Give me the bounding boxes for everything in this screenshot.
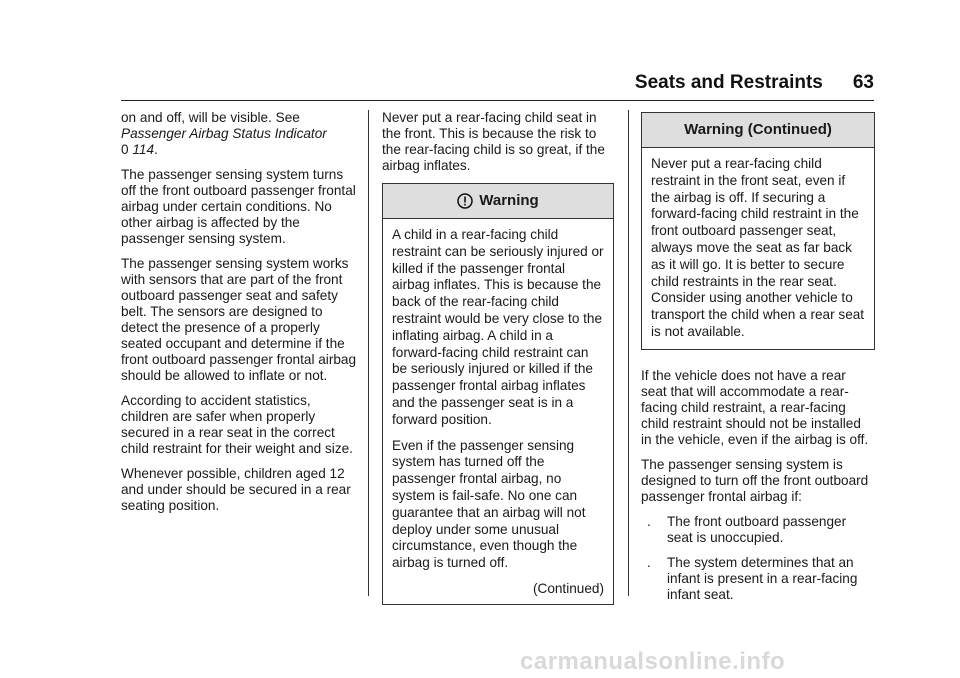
- paragraph: If the vehicle does not have a rear seat that will accommodate a rear-facing child restraint, a rear-facing child restraint should not be installed in the vehicle, even if the airbag is off.: [641, 367, 869, 447]
- warning-header: [383, 184, 613, 219]
- list-item-text: The front outboard passenger seat is unoccupied.: [667, 513, 847, 545]
- paragraph: The passenger sensing system turns off the front outboard passenger frontal airbag under certain conditions. No other airbag is affected by the passenger sensing system.: [121, 167, 356, 246]
- paragraph: The passenger sensing system is designed to turn off the front outboard passenger frontal airbag if:: [641, 456, 869, 504]
- column-divider: [628, 110, 629, 596]
- warning-title: Warning: [479, 192, 539, 209]
- column-2: [382, 110, 614, 605]
- warning-paragraph: Even if the passenger sensing system has turned off the passenger frontal airbag, no system is fail-safe. No one can guarantee that an airbag will not deploy under some unusual circumstance, even though the airbag is turned off.: [392, 437, 586, 571]
- column-divider: [368, 110, 369, 596]
- cross-reference-link[interactable]: Passenger Airbag Status Indicator: [121, 126, 327, 141]
- warning-paragraph: A child in a rear-facing child restraint can be seriously injured or killed if the passenger frontal airbag inflates. This is because the back of the rear-facing child restraint would be very close to the inflating airbag. A child in a forward-facing child restraint can be seriously injured or killed if the passenger frontal airbag inflates and the passenger seat is in a forward position.: [392, 227, 604, 427]
- paragraph: Whenever possible, children aged 12 and under should be secured in a rear seating position.: [121, 466, 351, 513]
- column-3: [641, 110, 875, 612]
- warning-box: [382, 183, 614, 605]
- list-item: [641, 514, 875, 546]
- continued-label: (Continued): [532, 580, 604, 596]
- header-divider: [121, 100, 874, 101]
- section-title: Seats and Restraints: [634, 72, 823, 93]
- paragraph: on and off, will be visible. See Passenger Airbag Status Indicator 0 114.: [121, 110, 327, 157]
- warning-box-continued: [641, 112, 875, 350]
- warning-paragraph: Never put a rear-facing child restraint in the front seat, even if the airbag is off. If securing a forward-facing child restraint in the front outboard passenger seat, always move the seat as far back as it will go. It is better to secure child restraints in the rear seat. Consider using another vehicle to transport the child when a rear seat is not available.: [651, 156, 865, 339]
- warning-body: [383, 219, 613, 604]
- paragraph: Never put a rear-facing child seat in the front. This is because the risk to the rear-facing child is so great, if the airbag inflates.: [382, 110, 605, 173]
- list-item: [641, 555, 875, 603]
- bullet-mark: .: [647, 554, 651, 570]
- warning-body: [642, 148, 874, 349]
- warning-title: Warning (Continued): [684, 121, 832, 138]
- warning-icon: [457, 193, 473, 209]
- page-ref-number[interactable]: 114: [132, 142, 155, 157]
- page-number: 63: [852, 72, 874, 93]
- watermark: carmanualsonline.info: [520, 648, 786, 675]
- list-item-text: The system determines that an infant is present in a rear-facing infant seat.: [667, 554, 858, 602]
- paragraph: The passenger sensing system works with sensors that are part of the front outboard passenger seat and safety belt. The sensors are designed to detect the presence of a properly seated occupant and determine if the front outboard passenger frontal airbag should be allowed to inflate or not.: [121, 256, 357, 383]
- column-1: [121, 110, 357, 523]
- bullet-mark: .: [647, 513, 651, 529]
- page-header: [635, 72, 874, 94]
- page-ref-icon: 0: [121, 142, 129, 157]
- paragraph: According to accident statistics, children are safer when properly secured in a rear seat in the correct child restraint for their weight and size.: [121, 393, 353, 456]
- warning-header: [642, 113, 874, 148]
